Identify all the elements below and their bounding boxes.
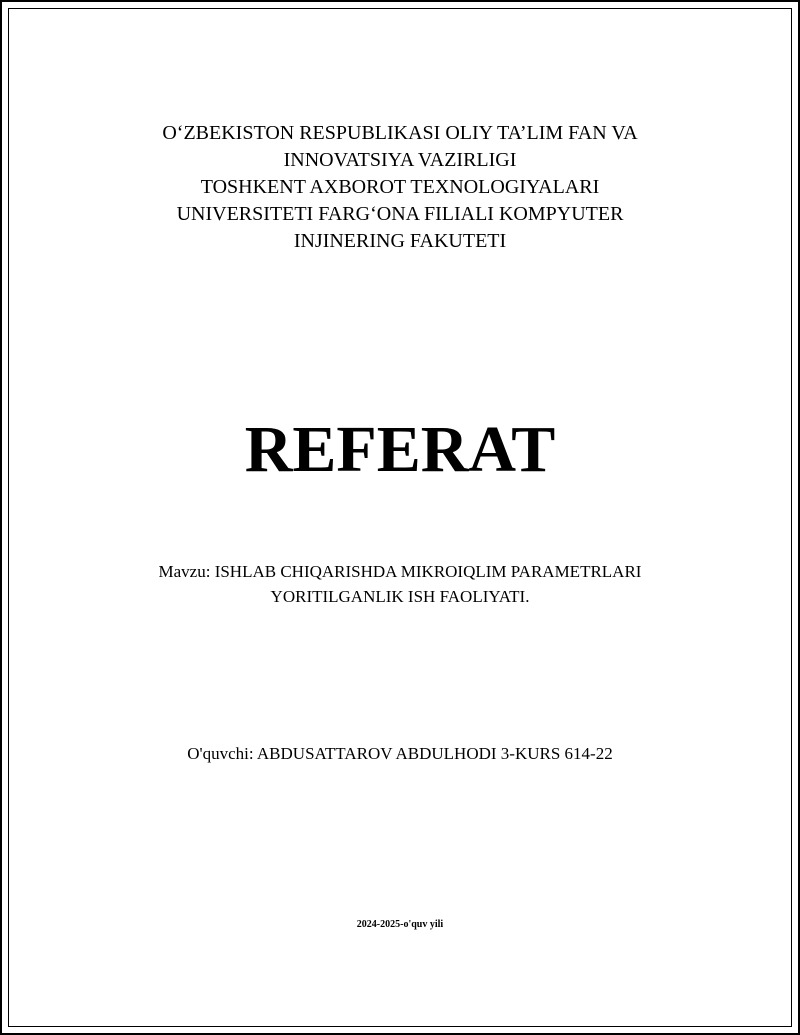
topic [0, 559, 800, 609]
institution-line: INNOVATSIYA VAZIRLIGI [283, 149, 517, 171]
institution-header [0, 120, 800, 255]
institution-line: INJINERING FAKUTETI [293, 230, 507, 252]
academic-year: 2024-2025-o'quv yili [356, 919, 444, 930]
topic-line: YORITILGANLIK ISH FAOLIYATI. [270, 587, 530, 606]
institution-line: TOSHKENT AXBOROT TEXNOLOGIYALARI [200, 176, 600, 198]
student-info: O'quvchi: ABDUSATTAROV ABDULHODI 3-KURS 614-22 [187, 744, 613, 763]
document-title: REFERAT [244, 413, 556, 486]
institution-line: O‘ZBEKISTON RESPUBLIKASI OLIY TA’LIM FAN VA [162, 122, 638, 144]
topic-line: Mavzu: ISHLAB CHIQARISHDA MIKROIQLIM PARAMETRLARI [158, 562, 642, 581]
institution-line: UNIVERSITETI FARG‘ONA FILIALI KOMPYUTER [176, 203, 624, 225]
